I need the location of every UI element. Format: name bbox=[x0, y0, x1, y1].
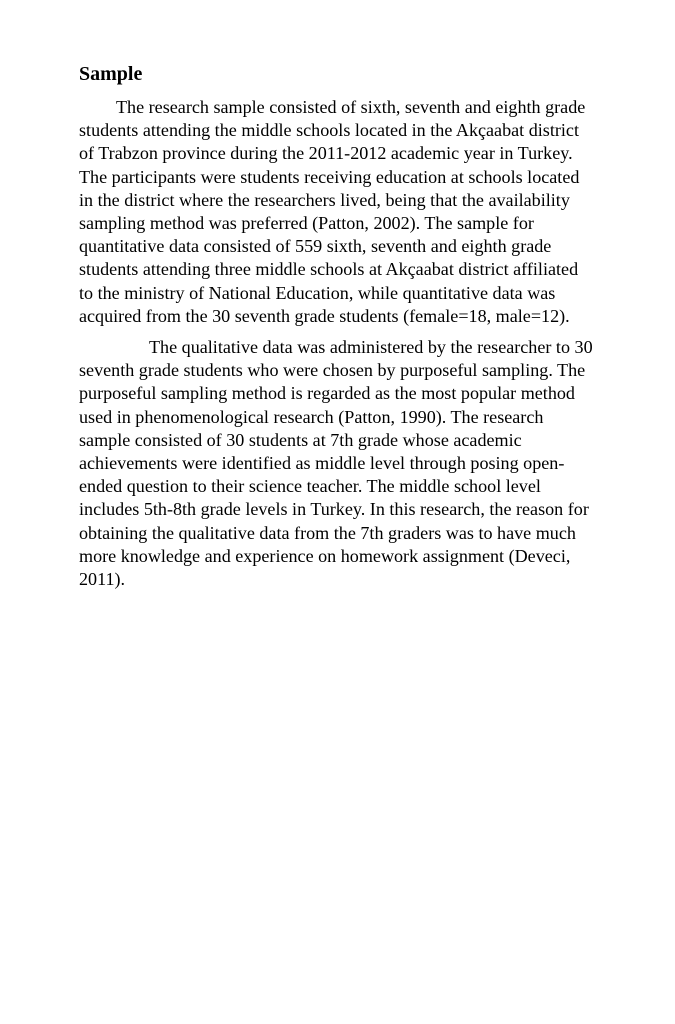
section-heading: Sample bbox=[79, 63, 143, 85]
document-page bbox=[79, 62, 595, 599]
paragraph-1: The research sample consisted of sixth, seventh and eighth grade students attending the middle schools located in the Akçaabat district of Trabzon province during the 2011-2012 academic year in Turkey. The participants were students receiving education at schools located in the district where the researchers lived, being that the availability sampling method was preferred (Patton, 2002). The sample for quantitative data consisted of 559 sixth, seventh and eighth grade students attending three middle schools at Akçaabat district affiliated to the ministry of National Education, while quantitative data was acquired from the 30 seventh grade students (female=18, male=12). bbox=[79, 97, 586, 326]
paragraph-2: The qualitative data was administered by the researcher to 30 seventh grade students who were chosen by purposeful sampling. The purposeful sampling method is regarded as the most popular method used in phenomenological research (Patton, 1990). The research sample consisted of 30 students at 7th grade whose academic achievements were identified as middle level through posing open-ended question to their science teacher. The middle school level includes 5th-8th grade levels in Turkey. In this research, the reason for obtaining the qualitative data from the 7th graders was to have much more knowledge and experience on homework assignment (Deveci, 2011). bbox=[79, 337, 593, 590]
